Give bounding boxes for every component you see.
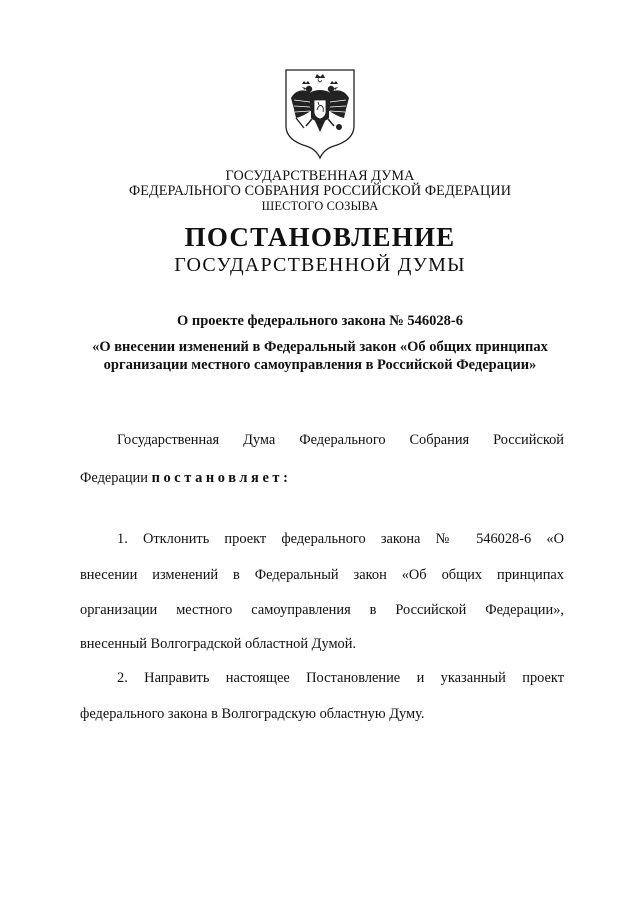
item-2-line-2: федерального закона в Волгоградскую областную Думу. [80,706,425,722]
convocation-line: ШЕСТОГО СОЗЫВА [261,199,379,213]
item-1-line-3: организации местного самоуправления в Российской Федерации», [80,602,564,618]
org-name-line-1: ГОСУДАРСТВЕННАЯ ДУМА [225,168,415,184]
item-2-line-1: 2. Направить настоящее Постановление и указанный проект [117,670,564,686]
preamble-line-1: Государственная Дума Федерального Собрания Российской [117,432,564,448]
document-type-title: ПОСТАНОВЛЕНИЕ [184,222,456,252]
double-headed-eagle-coat-of-arms-icon [282,66,358,160]
decree-word: постановляет: [151,470,292,486]
subject-line-3: организации местного самоуправления в Российской Федерации» [103,357,537,373]
item-1-line-4: внесенный Волгоградской областной Думой. [80,636,357,652]
item-1-line-2: внесении изменений в Федеральный закон «Об общих принципах [80,567,564,583]
preamble-line-2 [80,470,292,487]
document-type-subtitle: ГОСУДАРСТВЕННОЙ ДУМЫ [174,254,466,276]
item-1-line-1: 1. Отклонить проект федерального закона № 546028-6 «О [117,531,564,547]
preamble-line-2-text: Федерации [80,470,152,486]
subject-line-1: О проекте федерального закона № 546028-6 [176,313,464,329]
subject-line-2: «О внесении изменений в Федеральный закон «Об общих принципах [92,339,548,355]
org-name-line-2: ФЕДЕРАЛЬНОГО СОБРАНИЯ РОССИЙСКОЙ ФЕДЕРАЦИИ [128,183,512,199]
